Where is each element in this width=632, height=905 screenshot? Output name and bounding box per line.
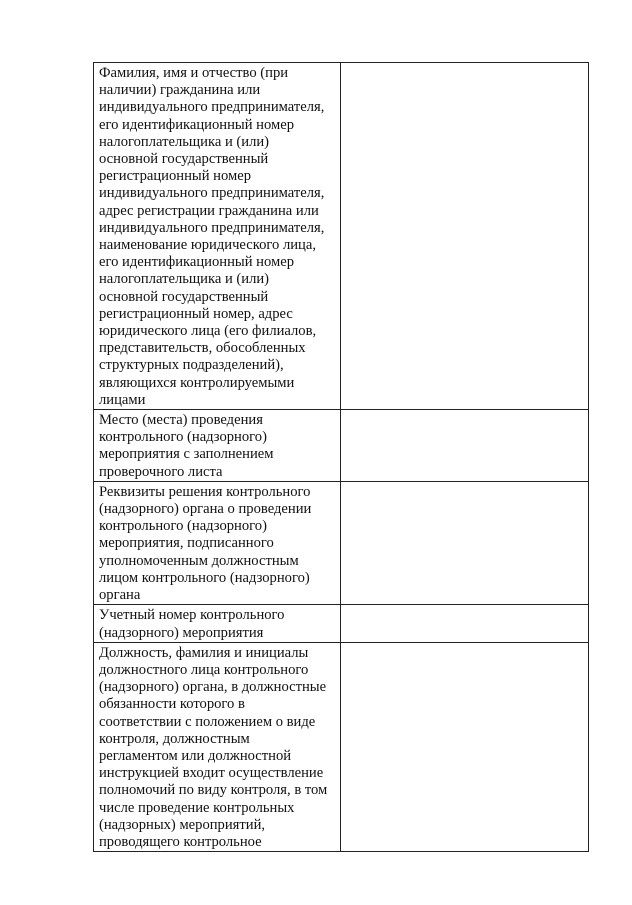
table-row (94, 63, 589, 410)
inspection-form-table (93, 62, 589, 852)
row-value-official-position (341, 642, 589, 851)
row-label-official-position: Должность, фамилия и инициалы должностного лица контрольного (надзорного) органа, в должностные обязанности которого в соответствии с положением о виде контроля, должностным регламентом или должностной инструкцией входит осуществление полномочий по виду контроля, в том числе проведение контрольных (надзорных) мероприятий, проводящего контрольное (94, 642, 341, 851)
row-value-inspection-location (341, 410, 589, 482)
row-value-controlled-person (341, 63, 589, 410)
row-label-registration-number: Учетный номер контрольного (надзорного) мероприятия (94, 605, 341, 642)
row-label-controlled-person: Фамилия, имя и отчество (при наличии) гражданина или индивидуального предпринимателя, его идентификационный номер налогоплательщика и (или) основной государственный регистрационный номер индивидуального предпринимателя, адрес регистрации гражданина или индивидуального предпринимателя, наименование юридического лица, его идентификационный номер налогоплательщика и (или) основной государственный регистрационный номер, адрес юридического лица (его филиалов, представительств, обособленных структурных подразделений), являющихся контролируемыми лицами (94, 63, 341, 410)
row-value-registration-number (341, 605, 589, 642)
table-row (94, 605, 589, 642)
table-row (94, 481, 589, 604)
table-row (94, 642, 589, 851)
row-label-inspection-location: Место (места) проведения контрольного (надзорного) мероприятия с заполнением проверочного листа (94, 410, 341, 482)
row-value-decision-details (341, 481, 589, 604)
row-label-decision-details: Реквизиты решения контрольного (надзорного) органа о проведении контрольного (надзорного) мероприятия, подписанного уполномоченным должностным лицом контрольного (надзорного) органа (94, 481, 341, 604)
table-row (94, 410, 589, 482)
